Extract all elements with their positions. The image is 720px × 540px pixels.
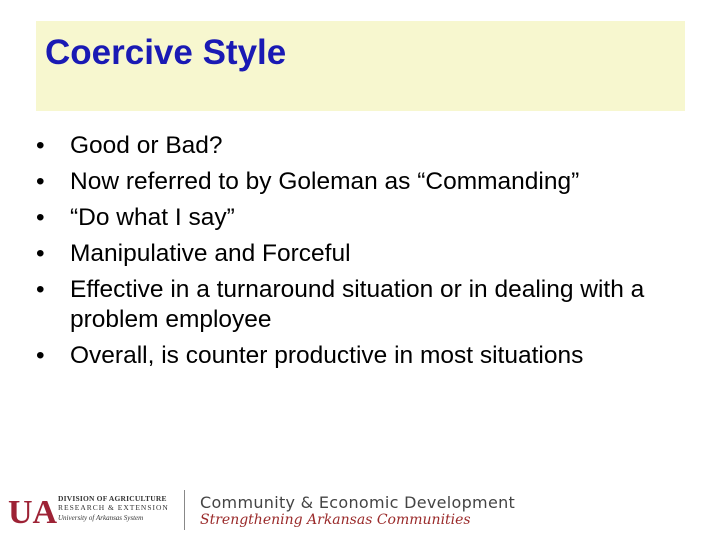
bullet-dot: •: [36, 204, 45, 231]
bullet-text: Manipulative and Forceful: [70, 240, 351, 267]
bullet-dot: •: [36, 342, 45, 369]
slide-title: Coercive Style: [45, 33, 287, 72]
ced-title: Community & Economic Development: [200, 493, 516, 512]
footer-divider: [184, 490, 185, 530]
bullet-item: [36, 341, 706, 371]
bullet-dot: •: [36, 132, 45, 159]
bullet-text: Good or Bad?: [70, 132, 223, 159]
ua-system-line: University of Arkansas System: [58, 514, 144, 522]
ua-division-text: [58, 494, 178, 523]
bullet-text: “Do what I say”: [70, 204, 235, 231]
bullet-dot: •: [36, 276, 45, 303]
svg-text:UA: UA: [8, 494, 58, 530]
footer-logos: [0, 486, 720, 536]
bullet-item: [36, 275, 706, 335]
bullet-item: [36, 167, 706, 197]
ua-logo-icon: [6, 490, 58, 530]
bullet-item: [36, 203, 706, 233]
bullet-text: Overall, is counter productive in most situations: [70, 342, 584, 369]
ced-tagline: Strengthening Arkansas Communities: [200, 512, 471, 528]
bullet-item: [36, 239, 706, 269]
ua-division-line: DIVISION OF AGRICULTURE: [58, 494, 167, 503]
bullet-list: [36, 131, 706, 377]
bullet-dot: •: [36, 240, 45, 267]
title-banner: [36, 21, 685, 111]
ua-research-line: RESEARCH & EXTENSION: [58, 503, 169, 512]
bullet-text: Now referred to by Goleman as “Commanding”: [70, 168, 580, 195]
bullet-dot: •: [36, 168, 45, 195]
bullet-text: Effective in a turnaround situation or in dealing with a problem employee: [70, 276, 645, 333]
bullet-item: [36, 131, 706, 161]
